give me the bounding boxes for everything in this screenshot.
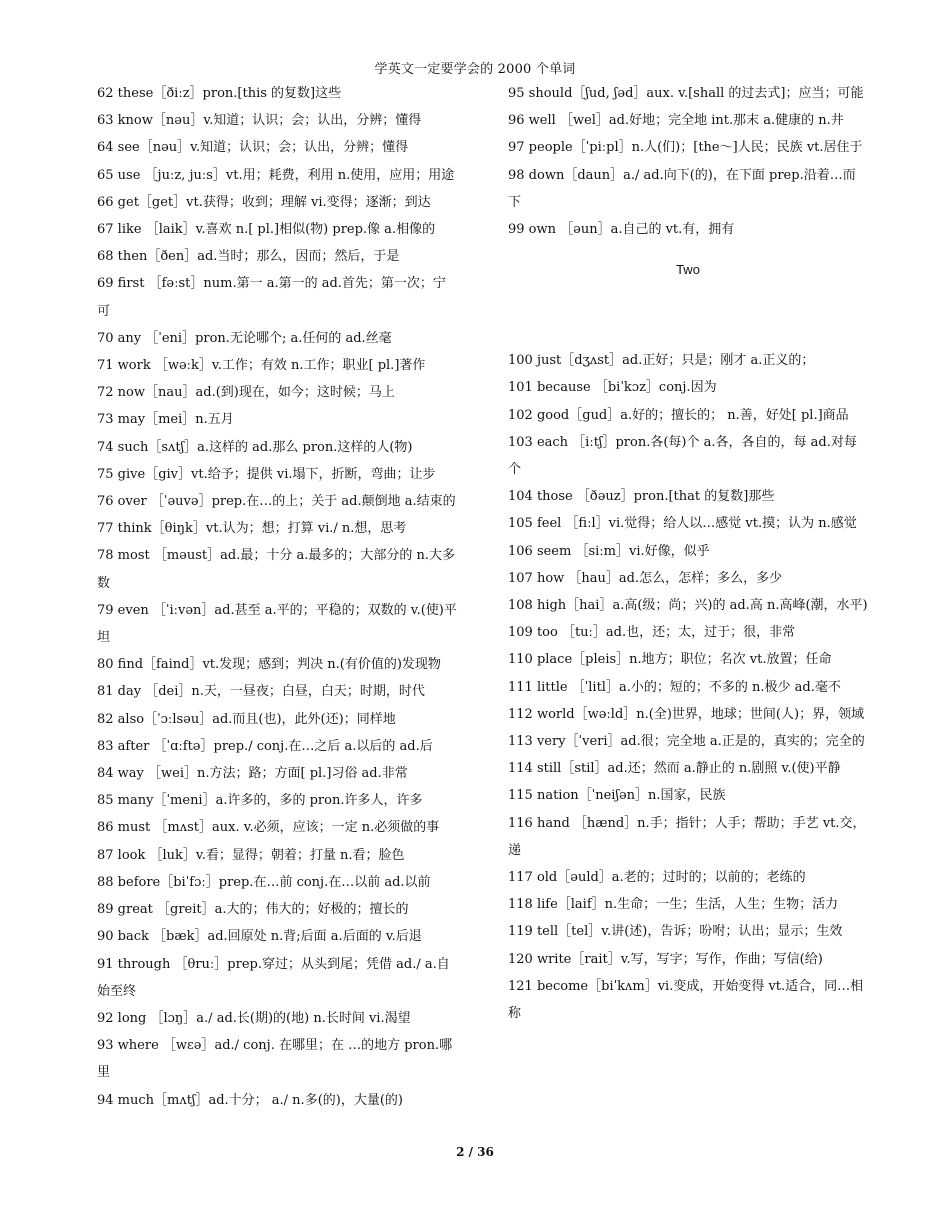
document-header-title: 学英文一定要学会的 2000 个单词 bbox=[374, 62, 576, 77]
vocab-entry: 65 use ［juːz, juːs］vt.用；耗费，利用 n.使用，应用；用途 bbox=[97, 167, 455, 183]
vocab-entry: 106 seem ［siːm］vi.好像，似乎 bbox=[508, 543, 710, 559]
vocab-entry: 98 down［daun］a./ ad.向下(的)，在下面 prep.沿着…而下 bbox=[508, 167, 856, 210]
left-column bbox=[97, 80, 457, 1114]
vocab-entry: 103 each ［iːtʃ］pron.各(每)个 a.各，各自的，每 ad.对每个 bbox=[508, 434, 857, 478]
vocab-entry: 118 life［laif］n.生命；一生；生活，人生；生物；活力 bbox=[508, 897, 839, 913]
vocab-entry: 86 must ［mʌst］aux. v.必须，应该；一定 n.必须做的事 bbox=[97, 820, 440, 836]
vocab-entry: 101 because ［biˈkɔz］conj.因为 bbox=[508, 380, 717, 396]
vocab-entry: 120 write［rait］v.写，写字；写作，作曲；写信(给) bbox=[508, 951, 823, 967]
vocab-entry: 96 well ［wel］ad.好地；完全地 int.那末 a.健康的 n.井 bbox=[508, 113, 844, 129]
vocab-entry: 75 give［giv］vt.给予；提供 vi.塌下，折断，弯曲；让步 bbox=[97, 466, 436, 482]
vocab-entry: 107 how ［hau］ad.怎么，怎样；多么，多少 bbox=[508, 570, 783, 586]
vocab-entry: 63 know［nəu］v.知道；认识；会；认出，分辨；懂得 bbox=[97, 113, 422, 129]
vocab-entry: 102 good［gud］a.好的；擅长的； n.善，好处[ pl.]商品 bbox=[508, 407, 849, 423]
vocab-entry: 80 find［faind］vt.发现；感到；判决 n.(有价值的)发现物 bbox=[97, 657, 441, 673]
vocab-entry: 64 see［nəu］v.知道；认识；会；认出，分辨；懂得 bbox=[97, 140, 409, 156]
vocab-entry: 108 high［hai］a.高(级；尚；兴)的 ad.高 n.高峰(潮，水平) bbox=[508, 598, 868, 614]
vocab-entry: 116 hand ［hænd］n.手；指针；人手；帮助；手艺 vt.交，递 bbox=[508, 815, 866, 858]
vocab-entry: 109 too ［tuː］ad.也，还；太，过于；很，非常 bbox=[508, 625, 796, 641]
vocab-entry: 97 people［ˈpiːpl］n.人(们)；[the～]人民；民族 vt.居住于 bbox=[508, 140, 863, 156]
vocab-entry: 100 just［dʒʌst］ad.正好；只是；刚才 a.正义的； bbox=[508, 353, 815, 369]
vocab-entry: 74 such［sʌtʃ］a.这样的 ad.那么 pron.这样的人(物) bbox=[97, 439, 413, 455]
vocab-entry: 117 old［əuld］a.老的；过时的；以前的；老练的 bbox=[508, 870, 806, 886]
vocab-entry: 85 many［ˈmeni］a.许多的，多的 pron.许多人，许多 bbox=[97, 793, 423, 809]
vocab-entry: 92 long ［lɔŋ］a./ ad.长(期)的(地) n.长时间 vi.渴望 bbox=[97, 1010, 411, 1026]
vocab-entry: 93 where ［wɛə］ad./ conj. 在哪里；在 …的地方 pron.哪里 bbox=[97, 1038, 453, 1081]
vocab-entry: 99 own ［əun］a.自己的 vt.有，拥有 bbox=[508, 222, 735, 238]
vocab-entry: 83 after ［ˈɑːftə］prep./ conj.在…之后 a.以后的 ad.后 bbox=[97, 738, 433, 754]
vocab-entry: 79 even ［ˈiːvən］ad.甚至 a.平的；平稳的；双数的 v.(使)平坦 bbox=[97, 602, 457, 646]
vocab-entry: 71 work ［wəːk］v.工作；有效 n.工作；职业[ pl.]著作 bbox=[97, 358, 426, 374]
section-heading: Two bbox=[676, 262, 700, 278]
vocab-entry: 82 also［ˈɔːlsəu］ad.而且(也)，此外(还)；同样地 bbox=[97, 711, 396, 727]
vocab-entry: 105 feel ［fiːl］vi.觉得；给人以…感觉 vt.摸；认为 n.感觉 bbox=[508, 516, 857, 532]
vocab-entry: 115 nation［ˈneiʃən］n.国家，民族 bbox=[508, 788, 726, 804]
page-number: 2 / 36 bbox=[456, 1145, 494, 1159]
vocab-entry: 121 become［biˈkʌm］vi.变成，开始变得 vt.适合，同…相称 bbox=[508, 978, 864, 1022]
vocab-entry: 111 little ［ˈlitl］a.小的；短的；不多的 n.极少 ad.毫不 bbox=[508, 679, 841, 695]
vocab-entry: 94 much［mʌtʃ］ad.十分； a./ n.多(的)，大量(的) bbox=[97, 1092, 403, 1108]
vocab-entry: 112 world［wəːld］n.(全)世界，地球；世间(人)；界，领域 bbox=[508, 706, 865, 722]
vocab-entry: 114 still［stil］ad.还；然而 a.静止的 n.剧照 v.(使)平静 bbox=[508, 761, 841, 777]
vocab-entry: 95 should［ʃud, ʃəd］aux. v.[shall 的过去式]；应当；可能 bbox=[508, 86, 864, 101]
vocab-entry: 89 great ［greit］a.大的；伟大的；好极的；擅长的 bbox=[97, 902, 409, 918]
vocab-entry: 87 look ［luk］v.看；显得；朝着；打量 n.看；脸色 bbox=[97, 847, 405, 863]
vocab-entry: 78 most ［məust］ad.最；十分 a.最多的；大部分的 n.大多数 bbox=[97, 548, 456, 591]
vocab-entry: 72 now［nau］ad.(到)现在，如今；这时候；马上 bbox=[97, 385, 395, 401]
vocab-entry: 69 first ［fəːst］num.第一 a.第一的 ad.首先；第一次；宁可 bbox=[97, 276, 446, 319]
vocab-entry: 81 day ［dei］n.天，一昼夜；白昼，白天；时期，时代 bbox=[97, 684, 425, 700]
vocab-entry: 67 like ［laik］v.喜欢 n.[ pl.]相似(物) prep.像 a.相像的 bbox=[97, 222, 436, 238]
vocab-entry: 73 may［mei］n.五月 bbox=[97, 412, 234, 428]
vocab-entry: 77 think［θiŋk］vt.认为；想；打算 vi./ n.想，思考 bbox=[97, 521, 407, 537]
vocab-entry: 84 way ［wei］n.方法；路；方面[ pl.]习俗 ad.非常 bbox=[97, 766, 408, 782]
vocab-entry: 113 very［ˈveri］ad.很；完全地 a.正是的，真实的；完全的 bbox=[508, 734, 865, 750]
vocab-entry: 104 those ［ðəuz］pron.[that 的复数]那些 bbox=[508, 489, 775, 505]
vocab-entry: 76 over ［ˈəuvə］prep.在…的上；关于 ad.颠倒地 a.结束的 bbox=[97, 494, 456, 510]
vocab-entry: 70 any ［ˈeni］pron.无论哪个; a.任何的 ad.丝毫 bbox=[97, 330, 392, 346]
right-column bbox=[508, 80, 868, 1027]
vocab-entry: 90 back ［bæk］ad.回原处 n.背;后面 a.后面的 v.后退 bbox=[97, 929, 422, 945]
vocab-entry: 91 through ［θruː］prep.穿过；从头到尾；凭借 ad./ a.自始至终 bbox=[97, 956, 450, 999]
vocab-entry: 62 these［ðiːz］pron.[this 的复数]这些 bbox=[97, 86, 342, 101]
vocab-entry: 110 place［pleis］n.地方；职位；名次 vt.放置；任命 bbox=[508, 652, 832, 668]
vocab-entry: 88 before［biˈfɔː］prep.在…前 conj.在…以前 ad.以前 bbox=[97, 874, 431, 890]
vocab-entry: 119 tell［tel］v.讲(述)，告诉；吩咐；认出；显示；生效 bbox=[508, 924, 843, 940]
vocab-entry: 66 get［get］vt.获得；收到；理解 vi.变得；逐渐；到达 bbox=[97, 194, 431, 210]
vocab-entry: 68 then［ðen］ad.当时；那么，因而；然后，于是 bbox=[97, 249, 400, 265]
